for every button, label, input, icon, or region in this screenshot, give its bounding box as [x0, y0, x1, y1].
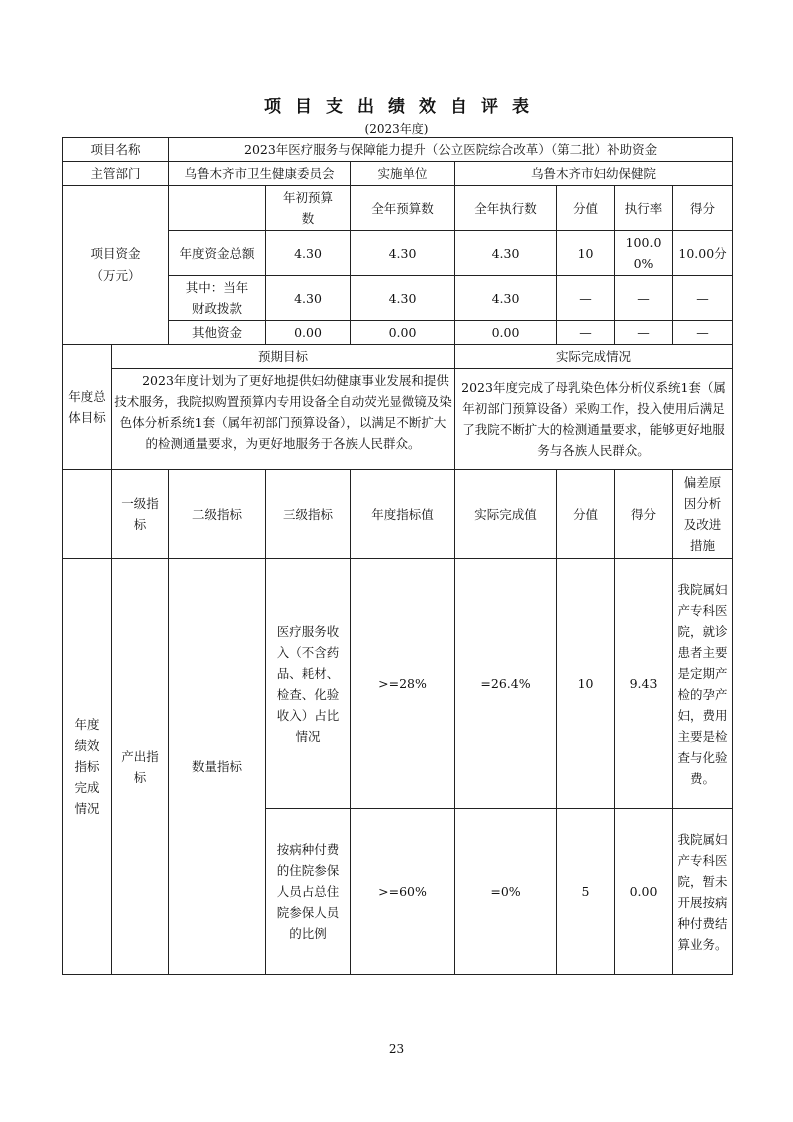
indicator-header-blank: [63, 470, 112, 559]
funds-cell: —: [673, 321, 733, 345]
funds-cell: —: [615, 276, 673, 321]
actual-goal-text: 2023年度完成了母乳染色体分析仪系统1套（属年初部门预算设备）采购工作，投入使用后满足了我院不断扩大的检测通量要求，能够更好地服务与各族人民群众。: [455, 369, 733, 470]
indicator-header-row: [63, 470, 733, 559]
indicator-header-col: 三级指标: [266, 470, 351, 559]
project-name: 2023年医疗服务与保障能力提升（公立医院综合改革）（第二批）补助资金: [169, 138, 733, 162]
actual-goal-label: 实际完成情况: [455, 345, 733, 369]
funds-header-col: 全年执行数: [455, 186, 557, 231]
page-number: 23: [388, 1042, 405, 1056]
funds-cell: 4.30: [351, 276, 455, 321]
level1-indicator: 产出指标: [112, 559, 169, 975]
funds-cell: 10: [557, 231, 615, 276]
funds-header-col: 分值: [557, 186, 615, 231]
indicator-actual: =26.4%: [455, 559, 557, 809]
document-title: 项目支出绩效自评表: [264, 97, 543, 117]
funds-row-label: 其他资金: [169, 321, 266, 345]
indicator-header-col: 二级指标: [169, 470, 266, 559]
indicator-header-col: 得分: [615, 470, 673, 559]
indicator-target: >=60%: [351, 809, 455, 975]
indicator-header-col: 一级指标: [112, 470, 169, 559]
funds-cell: 0.00: [266, 321, 351, 345]
level2-indicator: 数量指标: [169, 559, 266, 975]
funds-label: [63, 186, 169, 345]
funds-header-col: 得分: [673, 186, 733, 231]
goals-label: 年度总体目标: [63, 345, 112, 470]
expected-goal-label: 预期目标: [112, 345, 455, 369]
funds-cell: 4.30: [351, 231, 455, 276]
indicator-row: [63, 559, 733, 809]
funds-cell: 10.00分: [673, 231, 733, 276]
funds-row-label: 年度资金总额: [169, 231, 266, 276]
indicator-header-col: 偏差原因分析及改进措施: [673, 470, 733, 559]
performance-table: [62, 137, 733, 975]
indicator-actual: =0%: [455, 809, 557, 975]
funds-cell: 4.30: [266, 231, 351, 276]
indicator-section-label: 年度绩效指标完成情况: [63, 559, 112, 975]
funds-row-label: 其中：当年财政拨款: [169, 276, 266, 321]
funds-cell: —: [557, 276, 615, 321]
funds-label-text: 项目资金（万元）: [90, 246, 141, 283]
deviation-analysis: 我院属妇产专科医院，就诊患者主要是定期产检的孕产妇，费用主要是检查与化验费。: [673, 559, 733, 809]
funds-cell: —: [557, 321, 615, 345]
indicator-score: 0.00: [615, 809, 673, 975]
indicator-header-col: 实际完成值: [455, 470, 557, 559]
dept-label: 主管部门: [63, 162, 169, 186]
funds-header-row: [63, 186, 733, 231]
funds-cell: 0.00: [455, 321, 557, 345]
deviation-analysis: 我院属妇产专科医院，暂未开展按病种付费结算业务。: [673, 809, 733, 975]
indicator-header-col: 分值: [557, 470, 615, 559]
funds-header-col: 执行率: [615, 186, 673, 231]
goals-header-row: [63, 345, 733, 369]
funds-cell: 4.30: [266, 276, 351, 321]
indicator-points: 5: [557, 809, 615, 975]
indicator-points: 10: [557, 559, 615, 809]
level3-indicator: 按病种付费的住院参保人员占总住院参保人员的比例: [266, 809, 351, 975]
funds-cell: 4.30: [455, 276, 557, 321]
level3-indicator: 医疗服务收入（不含药品、耗材、检查、化验收入）占比情况: [266, 559, 351, 809]
funds-header-col: 年初预算数: [266, 186, 351, 231]
indicator-header-col: 年度指标值: [351, 470, 455, 559]
expected-goal-text: 2023年度计划为了更好地提供妇幼健康事业发展和提供技术服务，我院拟购置预算内专用设备全自动荧光显微镜及染色体分析系统1套（属年初部门预算设备），以满足不断扩大的检测通量要求，为更好地服务于各族人民群众。: [112, 369, 455, 470]
funds-cell: —: [615, 321, 673, 345]
funds-cell: 4.30: [455, 231, 557, 276]
goals-row: [63, 369, 733, 470]
department-row: [63, 162, 733, 186]
project-name-row: [63, 138, 733, 162]
impl-label: 实施单位: [351, 162, 455, 186]
indicator-target: >=28%: [351, 559, 455, 809]
funds-header-blank: [169, 186, 266, 231]
funds-cell: 100.00%: [615, 231, 673, 276]
funds-cell: 0.00: [351, 321, 455, 345]
funds-header-col: 全年预算数: [351, 186, 455, 231]
dept-value: 乌鲁木齐市卫生健康委员会: [169, 162, 351, 186]
indicator-score: 9.43: [615, 559, 673, 809]
funds-cell: —: [673, 276, 733, 321]
year-note: (2023年度): [364, 122, 429, 136]
project-name-label: 项目名称: [63, 138, 169, 162]
impl-value: 乌鲁木齐市妇幼保健院: [455, 162, 733, 186]
